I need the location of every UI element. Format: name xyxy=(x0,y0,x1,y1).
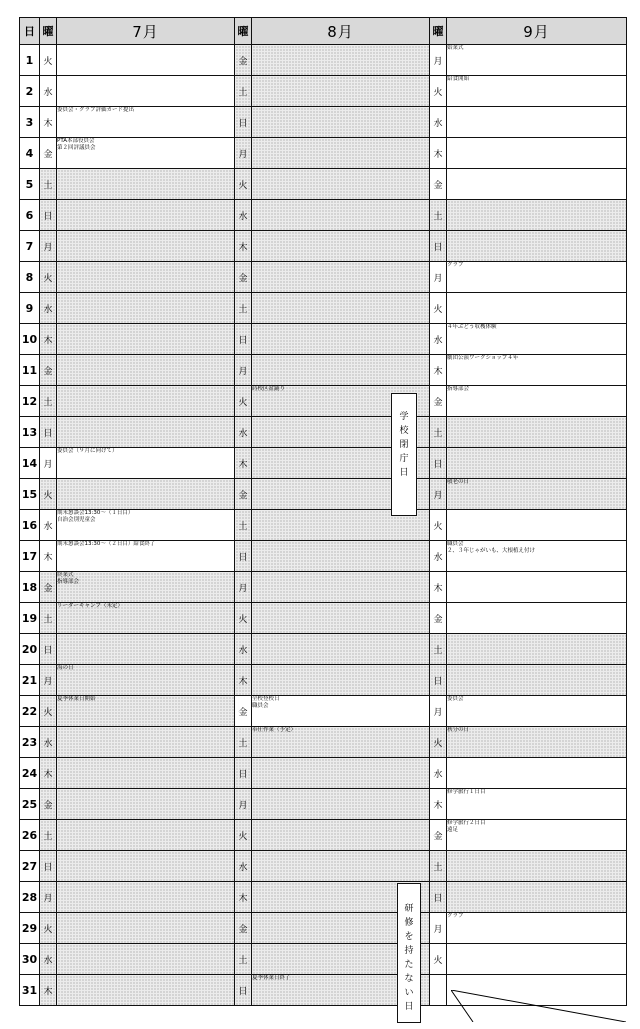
weekday-july: 月 xyxy=(40,448,57,479)
event-cell-september xyxy=(447,324,627,355)
day-row xyxy=(20,882,627,913)
event-cell-september xyxy=(447,448,627,479)
event-text: ４年ぶどう収穫体験 xyxy=(447,324,497,330)
day-row xyxy=(20,45,627,76)
event-cell-july xyxy=(57,944,235,975)
day-row xyxy=(20,386,627,417)
day-row xyxy=(20,324,627,355)
event-cell-july xyxy=(57,479,235,510)
weekday-september: 水 xyxy=(430,758,447,789)
weekday-august: 火 xyxy=(235,603,252,634)
day-number: 5 xyxy=(20,169,40,200)
event-cell-september xyxy=(447,355,627,386)
weekday-july: 日 xyxy=(40,417,57,448)
weekday-august: 土 xyxy=(235,727,252,758)
weekday-september: 土 xyxy=(430,851,447,882)
event-cell-august xyxy=(252,851,430,882)
event-cell-july xyxy=(57,510,235,541)
weekday-july: 月 xyxy=(40,231,57,262)
day-number: 1 xyxy=(20,45,40,76)
weekday-september: 月 xyxy=(430,913,447,944)
weekday-september: 月 xyxy=(430,262,447,293)
month-header-september: 9月 xyxy=(447,18,627,45)
weekday-july: 日 xyxy=(40,851,57,882)
day-row xyxy=(20,944,627,975)
event-cell-august xyxy=(252,758,430,789)
day-row xyxy=(20,448,627,479)
weekday-september: 木 xyxy=(430,572,447,603)
event-cell-september xyxy=(447,820,627,851)
day-number: 9 xyxy=(20,293,40,324)
event-cell-august xyxy=(252,138,430,169)
day-row xyxy=(20,665,627,696)
calendar-sheet xyxy=(19,17,626,1022)
weekday-august: 木 xyxy=(235,882,252,913)
event-cell-september xyxy=(447,944,627,975)
day-row xyxy=(20,479,627,510)
day-row xyxy=(20,355,627,386)
weekday-september: 月 xyxy=(430,696,447,727)
weekday-september: 日 xyxy=(430,231,447,262)
event-cell-july xyxy=(57,541,235,572)
event-cell-july xyxy=(57,138,235,169)
event-cell-september xyxy=(447,665,627,696)
weekday-august: 木 xyxy=(235,665,252,696)
weekday-july: 木 xyxy=(40,758,57,789)
weekday-september: 火 xyxy=(430,944,447,975)
day-number: 15 xyxy=(20,479,40,510)
weekday-september: 金 xyxy=(430,386,447,417)
event-cell-september xyxy=(447,789,627,820)
weekday-august: 月 xyxy=(235,138,252,169)
event-text: PTA本部役員会 第２回評議員会 xyxy=(57,138,96,151)
weekday-july: 金 xyxy=(40,572,57,603)
weekday-august: 月 xyxy=(235,789,252,820)
day-number: 23 xyxy=(20,727,40,758)
day-number: 8 xyxy=(20,262,40,293)
weekday-august: 土 xyxy=(235,76,252,107)
event-cell-july xyxy=(57,76,235,107)
weekday-august: 木 xyxy=(235,231,252,262)
event-cell-september xyxy=(447,417,627,448)
weekday-july: 木 xyxy=(40,107,57,138)
day-number: 3 xyxy=(20,107,40,138)
weekday-september: 金 xyxy=(430,169,447,200)
weekday-july: 土 xyxy=(40,820,57,851)
weekday-september: 木 xyxy=(430,355,447,386)
weekday-august: 火 xyxy=(235,386,252,417)
event-cell-september xyxy=(447,138,627,169)
weekday-september: 月 xyxy=(430,45,447,76)
event-cell-august xyxy=(252,665,430,696)
day-number: 7 xyxy=(20,231,40,262)
dow-header-september: 曜 xyxy=(430,18,447,45)
event-cell-july xyxy=(57,45,235,76)
event-cell-july xyxy=(57,789,235,820)
weekday-september: 土 xyxy=(430,200,447,231)
day-number: 27 xyxy=(20,851,40,882)
event-cell-september xyxy=(447,262,627,293)
weekday-august: 金 xyxy=(235,479,252,510)
weekday-july: 土 xyxy=(40,386,57,417)
event-cell-september xyxy=(447,293,627,324)
day-row xyxy=(20,634,627,665)
event-cell-august xyxy=(252,76,430,107)
weekday-july: 土 xyxy=(40,169,57,200)
day-row xyxy=(20,417,627,448)
event-cell-september xyxy=(447,107,627,138)
day-number: 10 xyxy=(20,324,40,355)
day-number: 24 xyxy=(20,758,40,789)
day-number: 26 xyxy=(20,820,40,851)
event-text: クラブ xyxy=(447,262,464,268)
event-cell-august xyxy=(252,45,430,76)
day-number: 25 xyxy=(20,789,40,820)
weekday-july: 木 xyxy=(40,324,57,355)
weekday-august: 日 xyxy=(235,324,252,355)
weekday-august: 金 xyxy=(235,45,252,76)
dow-header-august: 曜 xyxy=(235,18,252,45)
event-text: 終業式 指導部会 xyxy=(57,572,80,585)
weekday-july: 月 xyxy=(40,882,57,913)
weekday-august: 金 xyxy=(235,696,252,727)
day-row xyxy=(20,107,627,138)
day-number: 28 xyxy=(20,882,40,913)
weekday-july: 月 xyxy=(40,665,57,696)
event-cell-july xyxy=(57,386,235,417)
month-header-august: 8月 xyxy=(252,18,430,45)
day-row xyxy=(20,138,627,169)
day-number: 16 xyxy=(20,510,40,541)
event-cell-august xyxy=(252,634,430,665)
day-number: 30 xyxy=(20,944,40,975)
day-number: 31 xyxy=(20,975,40,1006)
weekday-september: 木 xyxy=(430,789,447,820)
event-cell-september xyxy=(447,45,627,76)
event-cell-september xyxy=(447,727,627,758)
day-row xyxy=(20,913,627,944)
weekday-september: 土 xyxy=(430,417,447,448)
day-row xyxy=(20,169,627,200)
event-cell-september xyxy=(447,200,627,231)
day-row xyxy=(20,758,627,789)
weekday-september: 火 xyxy=(430,293,447,324)
school-closed-label: 学 校 閉 庁 日 xyxy=(399,412,409,478)
event-cell-august xyxy=(252,696,430,727)
day-row xyxy=(20,851,627,882)
day-row xyxy=(20,975,627,1006)
event-cell-july xyxy=(57,603,235,634)
weekday-august: 水 xyxy=(235,634,252,665)
event-cell-september xyxy=(447,76,627,107)
event-cell-july xyxy=(57,913,235,944)
event-cell-july xyxy=(57,200,235,231)
day-row xyxy=(20,76,627,107)
event-cell-september xyxy=(447,231,627,262)
event-cell-september xyxy=(447,696,627,727)
day-number: 11 xyxy=(20,355,40,386)
weekday-august: 金 xyxy=(235,262,252,293)
weekday-july: 火 xyxy=(40,262,57,293)
weekday-september: 日 xyxy=(430,448,447,479)
event-text: 劇団公演ワークショップ４年 xyxy=(447,355,519,361)
event-text: 指導部会 xyxy=(447,386,470,392)
event-text: 海の日 xyxy=(57,665,74,671)
weekday-august: 金 xyxy=(235,913,252,944)
event-cell-july xyxy=(57,355,235,386)
weekday-august: 水 xyxy=(235,851,252,882)
event-cell-september xyxy=(447,479,627,510)
day-row xyxy=(20,696,627,727)
day-row xyxy=(20,820,627,851)
weekday-july: 金 xyxy=(40,138,57,169)
weekday-september: 月 xyxy=(430,479,447,510)
event-cell-august xyxy=(252,107,430,138)
event-text: 給食開始 xyxy=(447,76,470,82)
weekday-september: 火 xyxy=(430,727,447,758)
day-number: 21 xyxy=(20,665,40,696)
day-header: 日 xyxy=(20,18,40,45)
weekday-july: 水 xyxy=(40,76,57,107)
event-cell-august xyxy=(252,200,430,231)
header-row xyxy=(20,18,627,45)
event-cell-september xyxy=(447,634,627,665)
weekday-august: 水 xyxy=(235,200,252,231)
event-cell-july xyxy=(57,324,235,355)
weekday-september: 水 xyxy=(430,107,447,138)
day-row xyxy=(20,262,627,293)
event-cell-july xyxy=(57,975,235,1006)
day-row xyxy=(20,789,627,820)
day-row xyxy=(20,603,627,634)
event-text: 全校登校日 職員会 xyxy=(252,696,280,709)
calendar-body xyxy=(20,45,627,1006)
weekday-september: 水 xyxy=(430,324,447,355)
weekday-august: 水 xyxy=(235,417,252,448)
weekday-july: 金 xyxy=(40,355,57,386)
weekday-august: 日 xyxy=(235,975,252,1006)
day-number: 17 xyxy=(20,541,40,572)
event-cell-july xyxy=(57,169,235,200)
event-text: 敬老の日 xyxy=(447,479,470,485)
day-number: 22 xyxy=(20,696,40,727)
weekday-august: 日 xyxy=(235,107,252,138)
event-text: 委員会 xyxy=(447,696,464,702)
event-cell-july xyxy=(57,448,235,479)
day-number: 6 xyxy=(20,200,40,231)
weekday-july: 火 xyxy=(40,45,57,76)
weekday-july: 日 xyxy=(40,200,57,231)
event-text: 期末懇談会13:30～（１日目） 自治会別児童会 xyxy=(57,510,134,523)
weekday-september: 金 xyxy=(430,603,447,634)
weekday-august: 土 xyxy=(235,944,252,975)
day-row xyxy=(20,727,627,758)
event-cell-august xyxy=(252,789,430,820)
event-text: 修学旅行１日目 xyxy=(447,789,486,795)
weekday-july: 土 xyxy=(40,603,57,634)
event-text: 期末懇談会13:30～（２日目）給食終了 xyxy=(57,541,156,547)
dow-header-july: 曜 xyxy=(40,18,57,45)
event-cell-september xyxy=(447,913,627,944)
event-cell-july xyxy=(57,665,235,696)
event-text: 奉仕作業（予定） xyxy=(252,727,297,733)
event-cell-september xyxy=(447,169,627,200)
weekday-july: 火 xyxy=(40,696,57,727)
weekday-july: 火 xyxy=(40,479,57,510)
event-cell-september xyxy=(447,541,627,572)
event-cell-july xyxy=(57,851,235,882)
event-cell-july xyxy=(57,758,235,789)
day-row xyxy=(20,293,627,324)
weekday-august: 月 xyxy=(235,355,252,386)
day-number: 4 xyxy=(20,138,40,169)
event-text: クラブ xyxy=(447,913,464,919)
no-training-note xyxy=(397,883,421,1023)
weekday-july: 金 xyxy=(40,789,57,820)
event-cell-august xyxy=(252,727,430,758)
event-cell-july xyxy=(57,417,235,448)
event-cell-july xyxy=(57,572,235,603)
event-cell-august xyxy=(252,262,430,293)
event-cell-september xyxy=(447,386,627,417)
weekday-september: 水 xyxy=(430,541,447,572)
calendar-table xyxy=(19,17,627,1006)
weekday-september: 火 xyxy=(430,510,447,541)
weekday-july: 水 xyxy=(40,944,57,975)
weekday-july: 水 xyxy=(40,510,57,541)
weekday-august: 火 xyxy=(235,169,252,200)
day-number: 13 xyxy=(20,417,40,448)
event-cell-august xyxy=(252,355,430,386)
weekday-august: 土 xyxy=(235,293,252,324)
event-cell-july xyxy=(57,107,235,138)
weekday-july: 水 xyxy=(40,293,57,324)
day-row xyxy=(20,510,627,541)
event-text: 委員会・クラブ評価カード提出 xyxy=(57,107,135,113)
event-text: 修学旅行２日目 遠足 xyxy=(447,820,486,833)
month-header-july: 7月 xyxy=(57,18,235,45)
weekday-august: 月 xyxy=(235,572,252,603)
event-cell-july xyxy=(57,293,235,324)
event-cell-july xyxy=(57,634,235,665)
weekday-july: 木 xyxy=(40,975,57,1006)
day-number: 14 xyxy=(20,448,40,479)
day-row xyxy=(20,200,627,231)
weekday-august: 火 xyxy=(235,820,252,851)
event-text: 委員会（９月に向けて） xyxy=(57,448,118,454)
day-row xyxy=(20,541,627,572)
event-text: 秋分の日 xyxy=(447,727,470,733)
weekday-july: 火 xyxy=(40,913,57,944)
event-text: 夏季休業日開始 xyxy=(57,696,96,702)
day-number: 20 xyxy=(20,634,40,665)
day-number: 18 xyxy=(20,572,40,603)
event-cell-august xyxy=(252,293,430,324)
no-training-label: 研 修 を 持 た な い 日 xyxy=(404,904,414,1012)
event-cell-august xyxy=(252,324,430,355)
event-cell-august xyxy=(252,231,430,262)
weekday-july: 水 xyxy=(40,727,57,758)
event-cell-september xyxy=(447,603,627,634)
event-cell-september xyxy=(447,758,627,789)
day-number: 12 xyxy=(20,386,40,417)
event-text: 職員会 ２、３年じゃがいも、大根植え付け xyxy=(447,541,536,554)
weekday-september: 金 xyxy=(430,820,447,851)
event-cell-september xyxy=(447,510,627,541)
day-number: 29 xyxy=(20,913,40,944)
event-cell-august xyxy=(252,572,430,603)
event-cell-july xyxy=(57,820,235,851)
event-cell-september xyxy=(447,882,627,913)
day-number: 19 xyxy=(20,603,40,634)
event-cell-july xyxy=(57,262,235,293)
weekday-september: 土 xyxy=(430,634,447,665)
weekday-august: 日 xyxy=(235,758,252,789)
day-row xyxy=(20,572,627,603)
weekday-september: 木 xyxy=(430,138,447,169)
event-cell-july xyxy=(57,231,235,262)
weekday-august: 木 xyxy=(235,448,252,479)
event-cell-august xyxy=(252,603,430,634)
event-cell-september xyxy=(447,851,627,882)
weekday-august: 土 xyxy=(235,510,252,541)
school-closed-note xyxy=(391,393,417,516)
event-cell-august xyxy=(252,169,430,200)
weekday-july: 日 xyxy=(40,634,57,665)
event-text: 蒔校区盆踊り xyxy=(252,386,286,392)
weekday-september: 日 xyxy=(430,665,447,696)
event-cell-july xyxy=(57,882,235,913)
weekday-september xyxy=(430,975,447,1006)
event-cell-july xyxy=(57,727,235,758)
weekday-september: 火 xyxy=(430,76,447,107)
event-cell-july xyxy=(57,696,235,727)
day-number: 2 xyxy=(20,76,40,107)
day-row xyxy=(20,231,627,262)
event-text: リーダーキャンプ（未定） xyxy=(57,603,124,609)
weekday-august: 日 xyxy=(235,541,252,572)
event-text: 夏季休業日終了 xyxy=(252,975,291,981)
weekday-september: 日 xyxy=(430,882,447,913)
event-cell-september xyxy=(447,572,627,603)
event-cell-august xyxy=(252,820,430,851)
event-text: 始業式 xyxy=(447,45,464,51)
weekday-july: 木 xyxy=(40,541,57,572)
event-cell-september xyxy=(447,975,627,1006)
event-cell-august xyxy=(252,541,430,572)
